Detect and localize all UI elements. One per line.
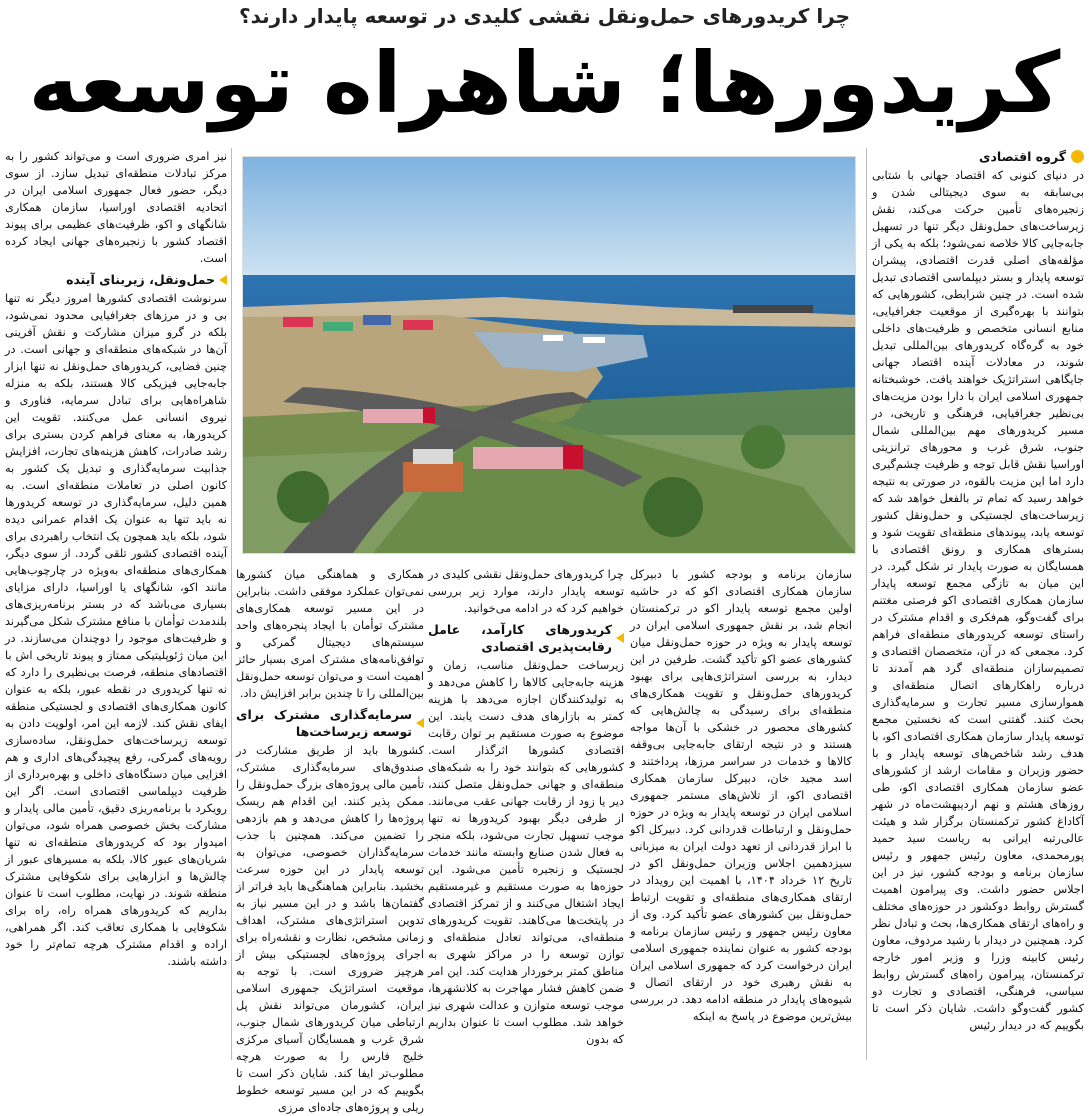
section-heading-transport-future: [5, 271, 227, 288]
column-1-text: در دنیای کنونی که اقتصاد جهانی با شتابی بی‌سابقه به سوی دیجیتالی شدن و زنجیره‌های تأمین حرکت می‌کند، نقش زیرساخت‌های حمل‌ونقل دیگر تنها در تسهیل جابه‌جایی کالا خلاصه نمی‌شود؛ بلکه به یکی از مؤلفه‌های اصلی قدرت اقتصادی، پیشران توسعه پایدار و بستر دیپلماسی اقتصادی تبدیل شده است. در چنین شرایطی، کشورهایی که بتوانند با بهره‌گیری از موقعیت جغرافیایی، منابع انسانی متخصص و ظرفیت‌های داخلی خود به گره‌گاه کریدورهای بین‌المللی تبدیل شوند، در معادلات آینده اقتصاد جهانی جایگاهی استراتژیک خواهند یافت. خوشبختانه جمهوری اسلامی ایران با دارا بودن مزیت‌های بی‌نظیر جغرافیایی، فرهنگی و تاریخی، در مسیر کریدورهای مهم بین‌المللی شمال جنوب، شرق غرب و محورهای ترانزیتی اوراسیا نقش قابل توجه و ظرفیت چشم‌گیری دارد اما این مزیت بالقوه، در صورتی به نتیجه خواهد رسید که تمام تر بالفعل خواهد شد که زیرساخت‌های لجستیکی و حمل‌ونقل کشور توسعه یابد، پیوندهای منطقه‌ای تقویت شود و بسترهای همکاری و رونق اقتصادی با همسایگان به صورت پایدار تر شکل گیرد. در این میان به تازگی مجمع توسعه پایدار سازمان همکاری اقتصادی اکو فرصتی مغتنم برای گفت‌وگو، هم‌فکری و اقدام مشترک در راستای توسعه کریدورهای منطقه‌ای فراهم کرد. مجمعی که در آن، متخصصان اقتصادی و تصمیم‌سازان منطقه‌ای گرد هم آمدند تا درباره راهکارهای اتصال منطقه‌ای و هموارسازی مسیر تجارت و سرمایه‌گذاری بحث کنند. گفتنی است که نخستین مجمع توسعه پایدار سازمان همکاری اقتصادی اکو، با هدف رشد شاخص‌های توسعه پایدار و با حضور وزیران و مقامات ارشد از کشورهای عضو سازمان همکاری اقتصادی اکو، طی روزهای هشتم و نهم اردیبهشت‌ماه در شهر آکاداغ کشور ترکمنستان برگزار شد و هیئت عالی‌رتبه ایرانی به ریاست سید حمید پورمحمدی، معاون رئیس جمهور و رئیس سازمان برنامه و بودجه کشور، نیز در این اجلاس حضور داشت. وی پیرامون اهمیت گسترش روابط دوکشور در حوزه‌های مختلف و راه‌های ارتقای همکاری‌ها، بحث و تبادل نظر کرد. همچنین در دیدار با رشید مردوف، معاون رئیس کابینه وزرا و وزیر امور خارجه ترکمنستان، پیرامون راه‌های گسترش روابط سیاسی، فرهنگی، اقتصادی و تجارت دو کشور گفت‌وگو داشت. شایان ذکر است تا بگوییم که در دیدار رئیس: [871, 169, 1084, 1032]
column-3-text: چرا کریدورهای حمل‌ونقل نقشی کلیدی در توسعه پایدار دارند، موارد زیر بررسی خواهیم کرد که در ادامه می‌خوانید.: [428, 568, 624, 615]
section-triangle-icon: [616, 633, 624, 643]
port-photo-image: [243, 157, 855, 553]
section-heading-text: کریدورهای کارآمد، عامل رقابت‌پذیری اقتصادی: [428, 622, 612, 654]
section-triangle-icon: [219, 275, 227, 285]
section-heading-joint-investment: [236, 706, 424, 740]
section-heading-efficient-corridors: [428, 621, 624, 655]
section-dot-icon: [1071, 150, 1084, 163]
column-divider: [231, 148, 232, 1060]
column-5-text-b: سرنوشت اقتصادی کشورها امروز دیگر نه تنها بی و در مرزهای جغرافیایی محدود نمی‌شود، بلکه در گرو میزان مشارکت و نقش آفرینی آن‌ها در شبکه‌های منطقه‌ای و جهانی است. در چنین فضایی، کریدورهای حمل‌ونقل نه تنها ابزار جابه‌جایی فیزیکی کالا هستند، بلکه به منزله شاهراه‌هایی برای تبادل سرمایه، فناوری و نیروی انسانی عمل می‌کنند. تقویت این کریدورها، به معنای فراهم کردن بستری برای رشد صادرات، کاهش هزینه‌های تجارت، افزایش جذابیت سرمایه‌گذاری و تبدیل یک کشور به کانون اصلی در تعاملات منطقه‌ای است. به همین دلیل، سرمایه‌گذاری در توسعه کریدورها نه باید تنها به عنوان یک اقدام عمرانی دیده شود، بلکه باید همچون یک انتخاب راهبردی برای آینده اقتصادی کشور تلقی گردد. از سوی دیگر، همکاری‌های منطقه‌ای به‌ویژه در چارچوب‌هایی مانند اکو، شانگهای یا اوراسیا، دارای مزایای بسیاری می‌باشد که در بستر برنامه‌ریزی‌های بلندمدت توأمان با منافع مشترک شکل می‌گیرند و ظرفیت‌های موجود را دوچندان می‌سازند. در این میان ژئوپلیتیکی ممتاز و پیوند تاریخی اش با اقتصادهای منطقه، فرصت بی‌نظیری را دارد که نه تنها کریدوری در نقطه عبور، بلکه به عنوان کانون همکاری‌های اقتصادی و لجستیکی منطقه ایفای نقش کند. لازمه این امر، اولویت دادن به توسعه زیرساخت‌های حمل‌ونقل، ساده‌سازی رویه‌های گمرکی، رفع پیچیدگی‌های اداری و هم افزایی میان دستگاه‌های داخلی و بهره‌برداری از ظرفیت دیپلماسی اقتصادی است. اگر این رویکرد با برنامه‌ریزی دقیق، تأمین مالی پایدار و مشارکت بخش خصوصی همراه شود، می‌توان امیدوار بود که کریدورهای منطقه‌ای نه تنها شریان‌های عبور کالا، بلکه به مسیرهای عبور از چالش‌ها و ابزارهایی برای شکوفایی مشترک منطقه شوند. در نهایت، مطلوب است تا عنوان بداریم که کریدورهای همراه راه، راه برای شکوفایی با همکاری تعاقب کند. اگر همراهی، اراده و اقدام مشترک هرچه تمام‌تر را خود داشته باشند.: [5, 292, 227, 968]
port-photo: [242, 156, 856, 554]
column-divider: [866, 148, 867, 1060]
section-heading-text: سرمایه‌گذاری مشترک برای توسعه زیرساخت‌ها: [236, 707, 412, 739]
column-5: [5, 148, 227, 1060]
section-triangle-icon: [416, 718, 424, 728]
column-2-text: سازمان برنامه و بودجه کشور با دبیرکل سازمان همکاری اقتصادی اکو که در حاشیه اولین مجمع توسعه پایدار اکو در ترکمنستان انجام شد، بر نقش جمهوری اسلامی ایران در توسعه پایدار به ویژه در حوزه حمل‌ونقل میان کشورهای عضو اکو تأکید گشت. طرفین در این دیدار، به بررسی استراتژی‌هایی برای بهبود کریدورهای حمل‌ونقل و تقویت همکاری‌های منطقه‌ای برای رسیدگی به چالش‌هایی که کشورهای محصور در خشکی با آن‌ها مواجه هستند و در نتیجه ارتقای جابه‌جایی بی‌وقفه کالاها و خدمات در سراسر مرزها، پرداختند و اسد مجید خان، دبیرکل سازمان همکاری اقتصادی اکو، از تلاش‌های مستمر جمهوری اسلامی ایران در توسعه پایدار به ویژه در حوزه حمل‌ونقل و ارتباطات قدردانی کرد. دبیرکل اکو با ابراز قدردانی از تعهد دولت ایران به میزبانی سیزدهمین اجلاس وزیران حمل‌ونقل اکو در تاریخ ۱۲ خرداد ۱۴۰۴، با اهمیت این رویداد در ارتقای همکاری‌های منطقه‌ای و تقویت ارتباط حمل‌ونقل بین کشورهای عضو تأکید کرد. وی از معاون رئیس جمهور و رئیس سازمان برنامه و بودجه کشور به عنوان نماینده جمهوری اسلامی ایران درخواست کرد که جمهوری اسلامی ایران به نقش رهبری خود در ارتقای اتصال و شیوه‌های پایدار در منطقه ادامه دهد. در بررسی بیش‌ترین موضوع در پاسخ به اینکه: [630, 568, 852, 1023]
column-2: [630, 566, 852, 1060]
column-3: [428, 566, 624, 1060]
column-5-text: نیز امری ضروری است و می‌تواند کشور را به مرکز تبادلات منطقه‌ای تبدیل سازد. از سوی دیگر، حضور فعال جمهوری اسلامی ایران در اتحادیه اقتصادی اوراسیا، سازمان همکاری شانگهای و اکو، ظرفیت‌های عظیمی برای پیوند اقتصاد کشور با زنجیره‌های جهانی ایجاد کرده است.: [5, 150, 227, 265]
column-4-text: همکاری و هماهنگی میان کشورها نمی‌توان عملکرد موفقی داشت. بنابراین در این مسیر توسعه همکاری‌های مشترک توأمان با ایجاد پنجره‌های واحد سیستم‌های دیجیتال گمرکی و توافق‌نامه‌های مشترک امری بسیار حائز اهمیت است و می‌توان توسعه حمل‌ونقل بین‌المللی را تا چندین برابر افزایش داد.: [235, 568, 424, 700]
headline: کریدورها؛ شاهراه توسعه: [28, 34, 1061, 132]
column-4: [235, 566, 424, 1114]
byline: [872, 148, 1084, 165]
column-4-text-b: کشورها باید از طریق مشارکت در صندوق‌های سرمایه‌گذاری مشترک، تأمین مالی پروژه‌های بزرگ حمل‌ونقل را ممکن پذیر کنند. این اقدام هم ریسک پروژه‌ها را کاهش می‌دهد و هم بازدهی را تضمین می‌کند. همچنین با جذب سرمایه‌گذاران خصوصی، می‌توان به توسعه پایدار در این حوزه سرعت بخشید. بنابراین هماهنگی‌ها باید فراتر از گفتمان‌ها باشد و در این مسیر نیاز به تدوین استراتژی‌های مشترک، اهداف زمانی مشخص، نظارت و نقشه‌راه برای اجرای پروژه‌های لجستیکی بیش از هرچیز ضروری است. با توجه به موقعیت استراتژیک جمهوری اسلامی ایران، کشورمان می‌تواند نقش پل ارتباطی میان کریدورهای شمال جنوب، شرق غرب و همسایگان آسیای مرکزی خلیج فارس را به صورت هرچه مطلوب‌تر ایفا کند. شایان ذکر است تا بگوییم که در این مسیر توسعه خطوط ریلی و پروژه‌های جاده‌ای مرزی: [236, 744, 424, 1114]
column-3-text-b: زیرساخت حمل‌ونقل مناسب، زمان و هزینه جابه‌جایی کالاها را کاهش می‌دهد و به تولیدکنندگان اجازه می‌دهد با هزینه کمتر به بازارهای هدف دست یابند. این موضوع به صورت مستقیم بر توان رقابت اقتصادی کشورها اثرگذار است. کشورهایی که بتوانند خود را به شبکه‌های منطقه‌ای و جهانی حمل‌ونقل متصل کنند، دیر یا زود از رقابت جهانی عقب می‌مانند. از طرفی دیگر بهبود کریدورها نه تنها موجب تسهیل تجارت می‌شود، بلکه منجر به فعال شدن صنایع وابسته مانند خدمات لجستیک و زنجیره تأمین می‌شود. این حوزه‌ها به صورت مستقیم و غیرمستقیم ایجاد اشتغال می‌کنند و از تمرکز اقتصادی در پایتخت‌ها می‌کاهند. تقویت کریدورهای منطقه‌ای، می‌تواند تعادل منطقه‌ای و توازن توسعه را در مراکز شهری به مناطق کمتر برخوردار هدایت کند. این امر ضمن کاهش فشار مهاجرت به کلانشهرها، موجب توسعه متوازن و عدالت شهری نیز خواهد شد. مطلوب است تا عنوان بداریم که بدون: [428, 659, 624, 1046]
column-1: [872, 148, 1084, 1060]
supertitle: چرا کریدورهای حمل‌ونقل نقشی کلیدی در توسعه پایدار دارند؟: [238, 4, 851, 28]
byline-text: گروه اقتصادی: [979, 149, 1066, 164]
section-heading-text: حمل‌ونقل، زیربنای آینده: [66, 272, 215, 287]
